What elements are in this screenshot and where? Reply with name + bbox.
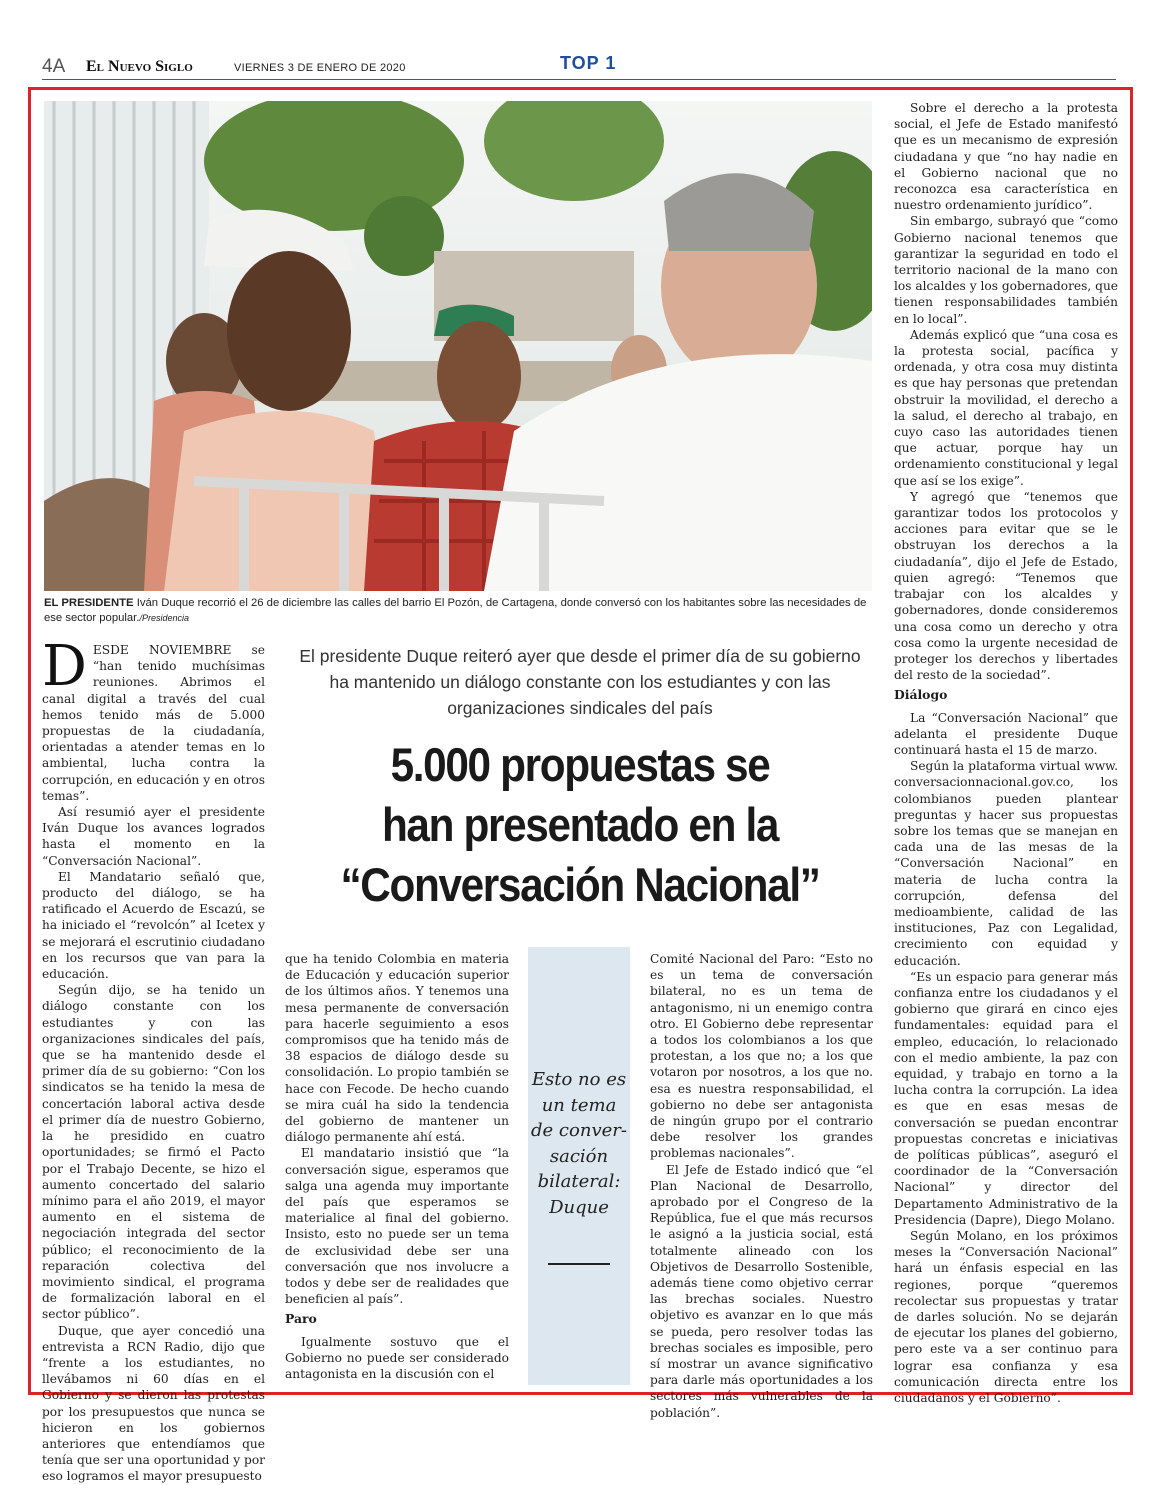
article-column-1 [42,634,266,1485]
column-4-paragraph: “Es un espacio para generar más confianza entre los ciudadanos y el gobierno que girará en cinco ejes fundamentales: equidad para el empleo, educación, lo relacionado con el medio ambiente, la paz con equidad, y trabajo en torno a la lucha contra la corrupción. La idea es que en esas mesas de conversación se puedan encontrar propuestas concretas e iniciativas de políticas públicas”, aseguró el coordinador de la “Conversación Nacional” y director del Departamento Administrativo de la Presidencia (Dapre), Diego Molano. [894,969,1118,1227]
column-3-paragraph: Comité Nacional del Paro: “Esto no es un tema de conversación bilateral, no es un tema de antagonismo, ni un enemigo contra otro. El Gobierno debe representar a todos los colombianos a los que protestan, a los que no; a los que votaron por nosotros, a los que no. esa es nuestra responsabilidad, el gobierno no debe ser antagonista de ningún grupo por el contrario debe resolver los grandes problemas nacionales”. [650,952,873,1161]
caption-text: Iván Duque recorrió el 26 de diciembre las calles del barrio El Pozón, de Cartagena, donde conversó con los habitantes sobre las necesidades de ese sector popular. [44,597,867,624]
pull-quote-rule [548,1263,610,1265]
photo-credit: /Presidencia [139,613,189,623]
column-1-paragraph: El Mandatario señaló que, producto del diálogo, se ha ratificado el Acuerdo de Escazú, se ha iniciado el “revolcón” al Icetex y se mejorará el escrutinio ciudadano en los recursos que van para la educación. [42,869,265,982]
pull-quote-box [528,947,630,1385]
subhead-dialogo: Diálogo [894,687,948,703]
article-photo [44,101,872,591]
headline-line-2: han presentado en la [381,798,779,851]
column-1-paragraph: Así resumió ayer el presidente Iván Duque los avances logrados hasta el momento en la “Conversación Nacional”. [42,805,265,868]
photo-caption [44,596,872,626]
article-headline [312,735,848,915]
subhead-paro: Paro [285,1311,317,1327]
column-4-paragraph: Sobre el derecho a la protesta social, el Jefe de Estado manifestó que es un mecanismo de expresión ciudadana y que “no hay nadie en el Gobierno nacional que no reconozca esa característica en nuestro ordenamiento jurídico”. [894,101,1118,213]
headline-line-1: 5.000 propuestas se [390,738,770,791]
column-4-paragraph: Según Molano, en los próximos meses la “Conversación Nacional” hará un énfasis especial en las regiones, porque “queremos recolectar sus propuestas y tratar de darles solución. No se dejarán de ejecutar los planes del gobierno, pero este va a ser continuo para lograr esa confianza y esa comunicación directa entre los ciudadanos y el Gobierno”. [894,1229,1118,1406]
column-1-paragraph: DESDE NOVIEMBRE se “han tenido muchísimas reuniones. Abrimos el canal digital a través del cual hemos tenido más de 5.000 propuestas de la ciudadanía, orientadas a atender temas en lo ambiental, lucha contra la corrupción, en educación y en otros temas”. [42,634,265,803]
column-4-paragraph: La “Conversación Nacional” que adelanta el presidente Duque continuará hasta el 15 de marzo. [894,710,1118,757]
column-2-paragraph: que ha tenido Colombia en materia de Educación y educación superior de los últimos años. Y tenemos una mesa permanente de conversación para hacerle seguimiento a esos compromisos que ha tenido más de 38 espacios de diálogo desde su consolidación. Lo propio también se hace con Fecode. De hecho cuando se mira cuál ha sido la tendencia del gobierno de mantener un diálogo permanente ahí está. [285,952,509,1145]
column-2-paragraph: El mandatario insistió que “la conversación sigue, esperamos que salga una agenda muy importante del país que esperamos se materialice al final del gobierno. Insisto, esto no puede ser un tema de exclusividad debe ser una conversación que nos involucre a todos y debe ser de realidades que beneficien al país”. [285,1146,509,1307]
pull-quote: Esto no es un tema de conver-sación bilateral: Duque [531,1069,627,1218]
article-column-3 [650,951,873,1421]
article-deck: El presidente Duque reiteró ayer que desde el primer día de su gobierno ha mantenido un diálogo constante con los estudiantes y con las organizaciones sindicales del país [299,646,861,718]
section-label: TOP 1 [560,53,617,73]
caption-lead: EL PRESIDENTE [44,597,134,609]
column-3-paragraph: El Jefe de Estado indicó que “el Plan Nacional de Desarrollo, aprobado por el Congreso de la República, fue el que más recursos le asignó a la justicia social, está totalmente alineado con los Objetivos de Desarrollo Sostenible, además tiene como objetivo cerrar las brechas sociales. Nuestro objetivo es avanzar en lo que más se pueda, pero resolver todas las brechas sociales es imposible, pero sí mostrar un avance significativo para darle más oportunidades a los sectores más vulnerables de la población”. [650,1162,873,1420]
page-number: 4A [42,56,66,77]
photo-illustration [44,101,872,591]
column-4-paragraph: Sin embargo, subrayó que “como Gobierno nacional tenemos que garantizar la seguridad en todo el territorio nacional de la mano con los alcaldes y los gobernadores, que tienen responsabilidades también en lo local”. [894,214,1118,326]
article-column-2 [285,951,509,1382]
masthead [42,54,1116,80]
column-1-paragraph: Duque, que ayer concedió una entrevista a RCN Radio, dijo que “frente a los estudiantes, no llevábamos ni 60 días en el Gobierno y se dieron las protestas por los presupuestos que nunca se hicieron en los gobiernos anteriores que entendíamos que tenía que ser una oportunidad y por eso logramos el mayor presupuesto [42,1323,266,1484]
drop-cap: D [42,634,87,699]
column-1-paragraph: Según dijo, se ha tenido un diálogo constante con los estudiantes y con las organizaciones sindicales del país, que se ha mantenido desde el primer día de su gobierno: “Con los sindicatos se ha tenido la mesa de concertación laboral activa desde el primer día de nuestro Gobierno, la he presidido en cuatro oportunidades; se firmó el Pacto por el Trabajo Decente, se hizo el aumento concertado del salario mínimo para el año 2019, el mayor aumento en el sistema de negociación integrada del sector público; el reconocimiento de la reparación colectiva del movimiento sindical, el programa de formalización laboral en el sector público”. [42,983,265,1322]
headline-line-3: “Conversación Nacional” [340,858,820,911]
issue-date: VIERNES 3 DE ENERO DE 2020 [234,62,406,74]
column-4-paragraph: Según la plataforma virtual www. conversacionnacional.gov.co, los colombianos pueden plantear preguntas y hacer sus propuestas sobre los temas que se manejan en cada una de las mesas de la “Conversación Nacional” en materia de lucha contra la corrupción, defensa del medioambiente, calidad de las instituciones, Paz con Legalidad, crecimiento con equidad y educación. [894,759,1118,968]
newspaper-name: El Nuevo Siglo [86,58,193,75]
column-4-paragraph: Y agregó que “tenemos que garantizar todos los protocolos y acciones para evitar que se le obstruyan los derechos a la ciudadanía”, dijo el Jefe de Estado, quien agregó: “Tenemos que trabajar con los alcaldes y gobernadores, donde consideremos una cosa como un derecho y otra cosa como la urgente necesidad de proteger los derechos y libertades del resto de la sociedad”. [894,489,1118,683]
column-4-paragraph: Además explicó que “una cosa es la protesta social, pacífica y ordenada, y otra cosa muy distinta es que hay personas que pretendan obstruir la movilidad, el derecho a la salud, el derecho al trabajo, en cuyo caso las autoridades tienen que actuar, porque hay un ordenamiento constitucional y legal que así se los exige”. [894,327,1118,488]
article-column-4 [894,100,1118,1406]
column-2-paragraph: Igualmente sostuvo que el Gobierno no puede ser considerado antagonista en la discusión con el [285,1334,509,1382]
